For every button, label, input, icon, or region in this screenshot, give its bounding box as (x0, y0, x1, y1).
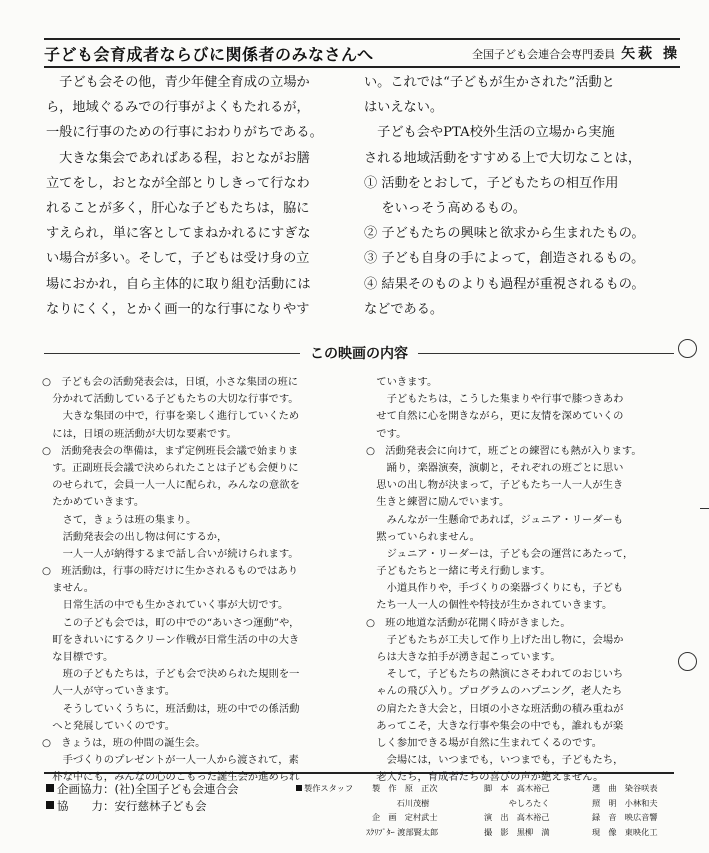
binder-hole (678, 652, 697, 671)
body-line: 老人たち，育成者たちの喜びの声が絶えません。 (366, 771, 604, 784)
staff-name: 東映化工 (624, 826, 658, 837)
body-line: 手づくりのプレゼントが一人一人から渡されて，素 (42, 754, 299, 767)
body-line: あってこそ，大きな行事や集会の中でも，誰れもが楽 (366, 719, 624, 732)
cooperation-label: 協 力 (57, 799, 103, 813)
staff-role: 録 音 (592, 812, 617, 822)
body-line: ません。 (42, 582, 95, 595)
body-line: ○ きょうは，班の仲間の誕生会。 (42, 736, 206, 749)
intro-line: 子ども会やPTA校外生活の立場から実施 (364, 125, 615, 141)
binder-hole (678, 339, 697, 358)
staff-name: 定村武士 (404, 812, 438, 822)
body-line: 踊り，楽器演奏，演劇と，それぞれの班ごとに思い (366, 461, 624, 474)
intro-line: ④ 結果そのものよりも過程が重視されるもの。 (364, 276, 645, 292)
intro-line: ① 活動をとおして，子どもたちの相互作用 (364, 175, 619, 191)
staff-role: 現 像 (592, 826, 617, 837)
staff-role: 照 明 (592, 797, 617, 808)
header-bar (44, 38, 680, 68)
author-credit (472, 43, 680, 63)
intro-line: れることが多く，肝心な子どもたちは，脇に (46, 201, 310, 217)
body-line: 思いの出し物が決まって，子どもたち一人一人が生き (366, 479, 624, 492)
intro-line: い。これでは“子どもが生かされた”活動と (364, 75, 615, 90)
staff-name: 小林和夫 (624, 797, 658, 808)
intro-line: 立てをし，おとなが全部とりしきって行なわ (46, 175, 310, 191)
square-bullet-icon (46, 784, 54, 792)
staff-name: 石川茂樹 (396, 797, 430, 808)
intro-left-column (46, 70, 364, 322)
page-title: 子ども会育成者ならびに関係者のみなさんへ (44, 44, 374, 64)
square-bullet-icon (296, 785, 302, 791)
intro-line: ③ 子ども自身の手によって，創造されるもの。 (364, 251, 645, 267)
credits-block (46, 781, 238, 815)
author-name: 矢萩 操 (621, 46, 680, 62)
staff-heading-label: 製作スタッフ (304, 783, 354, 793)
body-line: です。 (366, 427, 407, 440)
body-line: たかめていきます。 (42, 496, 145, 509)
body-line: そして，子どもたちの熱演にさそわれてのおじいち (366, 668, 624, 681)
intro-line: い場合が多い。そして，子どもは受け身の立 (46, 251, 310, 267)
body-line: たち一人一人の個性や特技が生かされていきます。 (366, 599, 613, 612)
staff-role: 企 画 (372, 812, 397, 822)
intro-line: 場におかれ，自ら主体的に取り組む活動には (46, 276, 311, 292)
body-line: そうしていくうちに，班活動は，班の中での係活動 (42, 702, 300, 715)
body-line: 班の子どもたちは，子ども会で決められた規則を一 (42, 668, 300, 681)
body-line: ○ 班の地道な活動が花開く時がきました。 (366, 616, 571, 629)
body-line: 生きと練習に励んでいます。 (366, 496, 510, 509)
staff-name: 渡部賢太郎 (397, 826, 439, 837)
body-line: さて，きょうは班の集まり。 (42, 513, 197, 526)
staff-name: やしろたく (508, 797, 550, 808)
body-left-column (42, 374, 362, 787)
body-line: この子ども会では，町の中での“あいさつ運動”や， (42, 616, 300, 629)
body-line: ○ 子ども会の活動発表会は，日頃，小さな集団の班に (42, 376, 299, 388)
intro-line: される地域活動をすすめる上で大切なことは， (364, 150, 642, 166)
body-line: みんなが一生懸命であれば，ジュニア・リーダーも (366, 513, 624, 526)
staff-role: 製 作 (372, 783, 397, 793)
body-line: 活動発表会の出し物は何にするか， (42, 530, 228, 543)
planning-value: ：(社)全国子ども会連合会 (103, 782, 239, 796)
planning-credit (46, 781, 238, 798)
body-line: ゃんの飛び入り。プログラムのハプニング，老人たち (366, 685, 623, 698)
staff-role: 演 出 (484, 812, 509, 822)
staff-name: 原 正次 (404, 783, 438, 793)
planning-label: 企画協力 (57, 782, 103, 796)
intro-line: はいえない。 (364, 100, 444, 116)
cooperation-credit (46, 798, 238, 815)
body-line: ○ 活動発表会に向けて，班ごとの練習にも熱が入ります。 (366, 444, 642, 457)
intro-line: なりにくく，とかく画一的な行事になりやす (46, 301, 310, 317)
body-line: 黙っていられません。 (366, 530, 480, 543)
staff-name: 高木裕己 (516, 783, 550, 793)
intro-line: をいっそう高めるもの。 (364, 201, 526, 217)
body-line: 人一人が守っていきます。 (42, 685, 176, 698)
body-line: のせられて，会員一人一人に配られ，みんなの意欲を (42, 479, 300, 492)
body-right-column (366, 374, 686, 787)
body-line: の肩たたき大会と，日頃の小さな班活動の積み重ねが (366, 702, 624, 715)
staff-role: 脚 本 (484, 783, 509, 793)
intro-line: ら，地域ぐるみでの行事がよくもたれるが， (46, 100, 310, 116)
intro-line: 大きな集会であればある程，おとながお膳 (46, 150, 310, 166)
staff-name: 染谷咲表 (624, 783, 658, 793)
body-line: 大きな集団の中で，行事を楽しく進行していくため (42, 410, 300, 423)
intro-line: 一般に行事のための行事におわりがちである。 (46, 125, 323, 141)
body-line: な目標です。 (42, 651, 114, 663)
staff-role: 撮 影 (484, 826, 509, 837)
body-line: 子どもたちと一緒に考え行動します。 (366, 565, 551, 578)
intro-line: などである。 (364, 301, 444, 317)
body-line: 朴な中にも，みんなの心のこもった誕生会が進められ (42, 771, 300, 784)
section-title: この映画の内容 (300, 346, 418, 362)
staff-heading (296, 783, 353, 794)
staff-name: 高木裕己 (516, 812, 550, 822)
body-line: ジュニア・リーダーは，子ども会の運営にあたって， (366, 547, 634, 560)
cooperation-value: ：安行慈林子ども会 (103, 799, 207, 813)
body-line: 一人一人が納得するまで話し合いが続けられます。 (42, 547, 299, 560)
staff-name: 映広音響 (624, 812, 658, 822)
body-line: しく参加できる場が自然に生まれてくるのです。 (366, 736, 603, 749)
square-bullet-icon (46, 801, 54, 809)
body-line: せて自然に心を開きながら，更に友情を深めていくの (366, 410, 624, 423)
staff-role: ｽｸﾘﾌﾟﾀｰ (366, 826, 395, 837)
body-line: へと発展していくのです。 (42, 719, 176, 732)
staff-role: 選 曲 (592, 783, 617, 793)
body-line: 子どもたちは，こうした集まりや行事で膝つきあわ (366, 393, 624, 406)
intro-right-column (364, 70, 682, 322)
body-line: ていきます。 (366, 376, 438, 388)
intro-line: ② 子どもたちの興味と欲求から生まれたもの。 (364, 226, 645, 242)
body-line: 会場には，いつまでも，いつまでも，子どもたち， (366, 754, 624, 767)
footer-divider (44, 772, 674, 774)
author-role: 全国子ども会連合会専門委員 (472, 48, 616, 61)
body-line: 子どもたちが工夫して作り上げた出し物に，会場か (366, 633, 624, 646)
staff-name: 黒柳 満 (516, 826, 550, 837)
body-line: ○ 活動発表会の準備は，まず定例班長会議で始まりま (42, 444, 299, 457)
body-line: 日常生活の中でも生かされていく事が大切です。 (42, 599, 289, 612)
page-edge-mark (700, 508, 709, 509)
intro-line: すえられ，単に客としてまねかれるにすぎな (46, 226, 311, 242)
body-line: 分かれて活動している子どもたちの大切な行事です。 (42, 393, 299, 406)
body-line: す。正副班長会議で決められたことは子ども会便りに (42, 461, 299, 474)
body-line: には，日頃の班活動が大切な要素です。 (42, 427, 237, 440)
body-line: らは大きな拍手が湧き起こっています。 (366, 651, 561, 663)
intro-line: 子ども会その他，青少年健全育成の立場か (46, 75, 310, 90)
body-line: 小道具作りや，手づくりの楽器づくりにも，子ども (366, 582, 624, 595)
body-line: ○ 班活動は，行事の時だけに生かされるものではあり (42, 565, 299, 578)
body-line: 町をきれいにするクリーン作戦が日常生活の中の大き (42, 633, 300, 646)
section-heading (44, 343, 674, 365)
